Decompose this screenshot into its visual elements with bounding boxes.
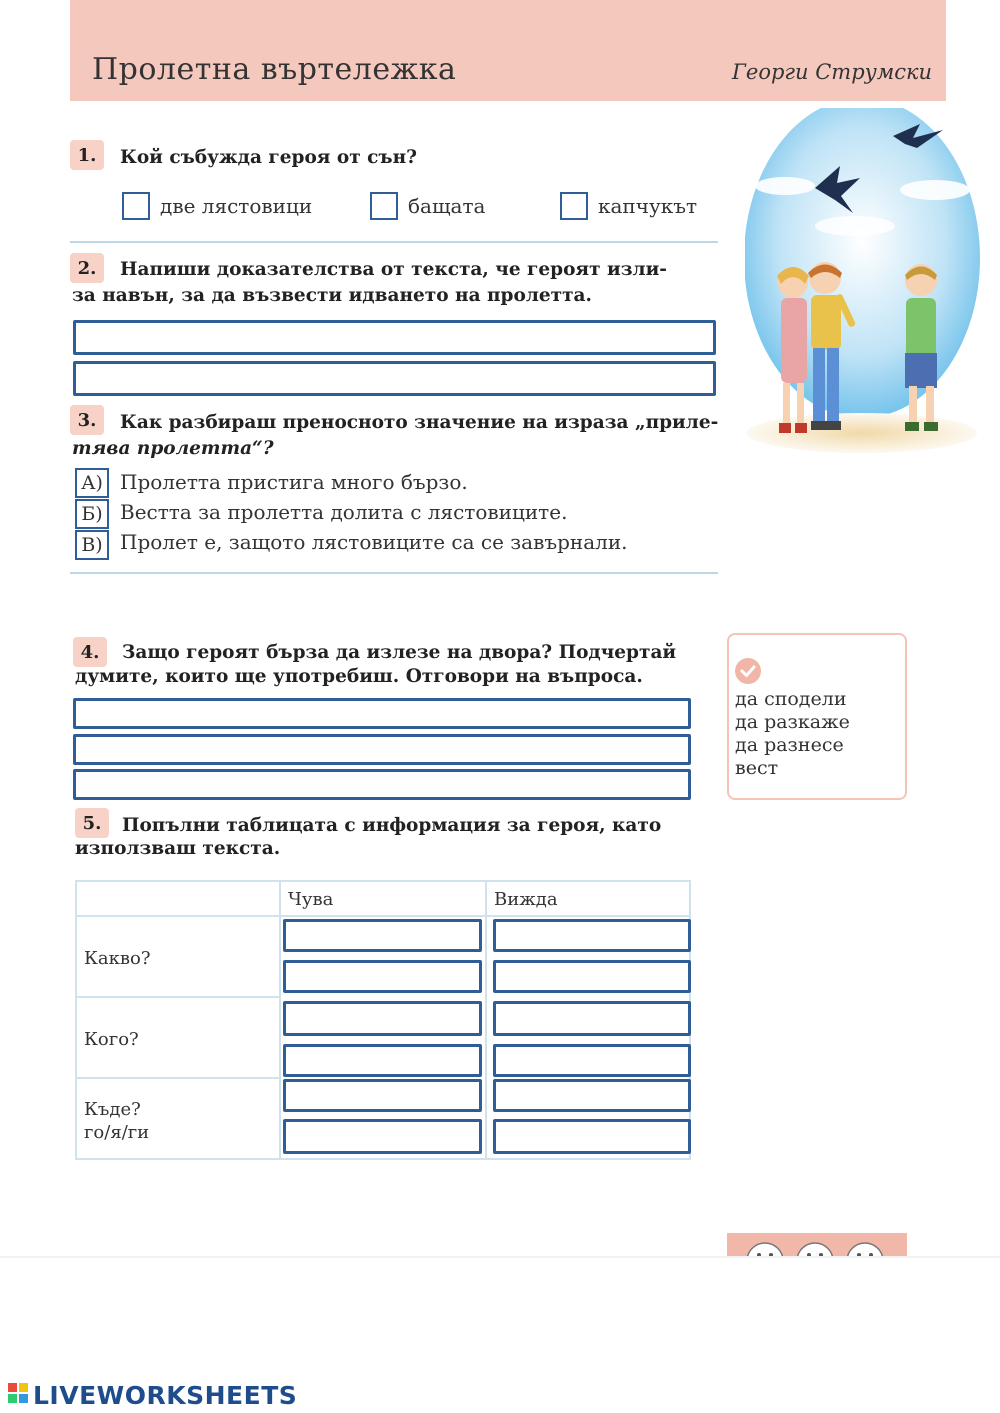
question-5-text-line2: използваш текста. [75, 838, 281, 859]
answer-field-4c[interactable] [73, 769, 691, 800]
field-whom-sees-1[interactable] [493, 1001, 691, 1036]
bottom-decoration [727, 1233, 907, 1256]
table-row-divider-1 [75, 996, 281, 998]
liveworksheets-logo-icon [8, 1383, 30, 1405]
option-1-label: две лястовици [160, 194, 313, 218]
table-header-divider [75, 915, 691, 917]
field-whom-sees-2[interactable] [493, 1044, 691, 1077]
illustration-children-swallows [745, 108, 980, 453]
checkbox-option-2[interactable] [370, 192, 398, 220]
answer-a-box[interactable]: А) [75, 468, 109, 498]
table-col-divider-1 [279, 880, 281, 1160]
answer-field-4b[interactable] [73, 734, 691, 765]
question-2-text-line2: за навън, за да възвести идването на пролетта. [72, 285, 592, 306]
question-1-text: Кой събужда героя от сън? [120, 147, 417, 168]
option-2-label: бащата [408, 194, 486, 218]
question-3-text-line1: Как разбираш преносното значение на израза „приле- [120, 412, 719, 433]
row-label-where: Къде? [84, 1099, 141, 1120]
table-row-divider-2 [75, 1077, 281, 1079]
field-whom-hears-2[interactable] [283, 1044, 482, 1077]
answer-c-text: Пролет е, защото лястовиците са се завърнали. [120, 530, 628, 554]
row-sublabel-where: го/я/ги [84, 1122, 150, 1143]
question-4-number: 4. [73, 637, 107, 667]
hint-word-1: да сподели [735, 688, 847, 710]
checkbox-option-1[interactable] [122, 192, 150, 220]
option-3-label: капчукът [598, 194, 698, 218]
field-where-sees-2[interactable] [493, 1119, 691, 1154]
question-2-text-line1: Напиши доказателства от текста, че героят изли- [120, 259, 667, 280]
answer-field-2b[interactable] [73, 361, 716, 396]
field-what-sees-1[interactable] [493, 919, 691, 952]
question-2-number: 2. [70, 253, 104, 283]
answer-field-4a[interactable] [73, 698, 691, 729]
answer-c-box[interactable]: В) [75, 530, 109, 560]
smiley-faces-icon [727, 1233, 907, 1256]
answer-field-2a[interactable] [73, 320, 716, 355]
field-where-sees-1[interactable] [493, 1079, 691, 1112]
question-4-text-line2: думите, които ще употребиш. Отговори на въпроса. [75, 666, 643, 687]
field-what-hears-2[interactable] [283, 960, 482, 993]
field-what-hears-1[interactable] [283, 919, 482, 952]
row-label-what: Какво? [84, 948, 151, 969]
separator-1 [70, 241, 718, 243]
field-where-hears-1[interactable] [283, 1079, 482, 1112]
table-header-hears: Чува [288, 889, 334, 910]
hint-word-4: вест [735, 757, 779, 779]
checkbox-option-3[interactable] [560, 192, 588, 220]
hint-word-3: да разнесе [735, 734, 844, 756]
question-4-text-line1: Защо героят бърза да излезе на двора? Подчертай [122, 642, 677, 663]
question-3-text-line2: тява пролетта“? [72, 438, 274, 459]
table-col-divider-2 [485, 880, 487, 1160]
question-5-text-line1: Попълни таблицата с информация за героя, като [122, 815, 662, 836]
table-header-sees: Вижда [494, 889, 558, 910]
separator-2 [70, 572, 718, 574]
answer-b-box[interactable]: Б) [75, 499, 109, 529]
field-where-hears-2[interactable] [283, 1119, 482, 1154]
field-whom-hears-1[interactable] [283, 1001, 482, 1036]
field-what-sees-2[interactable] [493, 960, 691, 993]
row-label-whom: Кого? [84, 1029, 139, 1050]
author-name: Георги Струмски [732, 60, 933, 84]
question-5-number: 5. [75, 808, 109, 838]
checkmark-icon [734, 657, 762, 685]
question-1-number: 1. [70, 140, 104, 170]
question-3-number: 3. [70, 405, 104, 435]
page-bottom-edge [0, 1256, 1000, 1258]
hint-word-2: да разкаже [735, 711, 850, 733]
answer-a-text: Пролетта пристига много бързо. [120, 470, 468, 494]
answer-b-text: Вестта за пролетта долита с лястовиците. [120, 500, 568, 524]
page-title: Пролетна въртележка [92, 52, 457, 87]
liveworksheets-brand[interactable]: LIVEWORKSHEETS [33, 1381, 298, 1410]
